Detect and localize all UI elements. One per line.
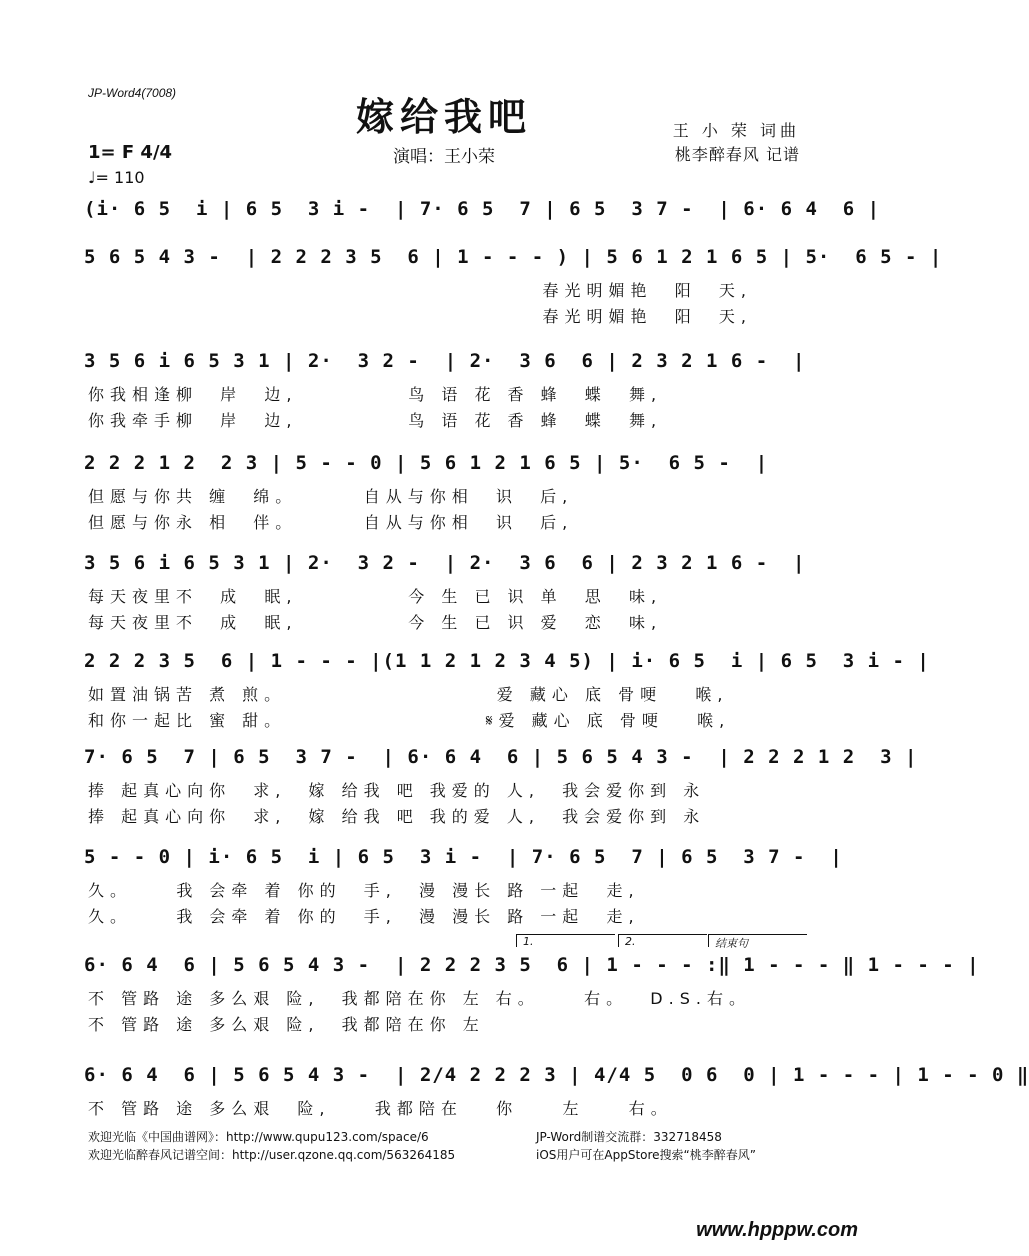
version-label: JP-Word4(7008) (88, 86, 177, 100)
notation-line: 2 2 2 1 2 2 3 | 5 - - 0 | 5 6 1 2 1 6 5 | 5· 6 5 - | (84, 452, 769, 474)
notation-line: 3 5 6 i 6 5 3 1 | 2· 3 2 - | 2· 3 6 6 | 2 3 2 1 6 - | (84, 350, 806, 372)
lyric-line: 久。 我 会牵 着 你的 手, 漫 漫长 路 一起 走, (88, 907, 640, 926)
lyric-line: 和你一起比 蜜 甜。 𝄋爱 藏心 底 骨哽 喉, (88, 711, 731, 730)
site-watermark: www.hpppw.com (696, 1219, 858, 1241)
footer-ios: iOS用户可在AppStore搜索“桃李醉春风” (536, 1148, 756, 1162)
footer-group: JP-Word制谱交流群：332718458 (536, 1130, 722, 1144)
lyric-line: 你我相逢柳 岸 边, 鸟 语 花 香 蜂 蝶 舞, (88, 385, 663, 404)
notation-line: 6· 6 4 6 | 5 6 5 4 3 - | 2 2 2 3 5 6 | 1 - - - :‖ 1 - - - ‖ 1 - - - | (84, 954, 980, 976)
lyric-line: 不 管路 途 多么艰 险, 我都陪在你 左 (88, 1015, 485, 1034)
notation-line: 2 2 2 3 5 6 | 1 - - - |(1 1 2 1 2 3 4 5) | i· 6 5 i | 6 5 3 i - | (84, 650, 930, 672)
lyric-line: 捧 起真心向你 求, 嫁 给我 吧 我的爱 人, 我会爱你到 永 (88, 807, 706, 826)
lyric-line: 每天夜里不 成 眠, 今 生 已 识 爱 恋 味, (88, 613, 663, 632)
notation-line: 6· 6 4 6 | 5 6 5 4 3 - | 2/4 2 2 2 3 | 4/4 5 0 6 0 | 1 - - - | 1 - - 0 ‖ (84, 1064, 1029, 1086)
volta-2: 2. (618, 934, 707, 947)
notation-line: (i· 6 5 i | 6 5 3 i - | 7· 6 5 7 | 6 5 3 7 - | 6· 6 4 6 | (84, 198, 881, 220)
lyric-line: 不 管路 途 多么艰 险, 我都陪在你 左 右。 右。 D.S.右。 (88, 989, 751, 1008)
notation-line: 5 - - 0 | i· 6 5 i | 6 5 3 i - | 7· 6 5 7 | 6 5 3 7 - | (84, 846, 843, 868)
lyric-line: 每天夜里不 成 眠, 今 生 已 识 单 思 味, (88, 587, 663, 606)
notation-line: 7· 6 5 7 | 6 5 3 7 - | 6· 6 4 6 | 5 6 5 4 3 - | 2 2 2 1 2 3 | (84, 746, 918, 768)
lyric-line: 春光明媚艳 阳 天, (88, 281, 752, 300)
recorder-label: 桃李醉春风 记谱 (674, 145, 800, 164)
volta-1: 1. (516, 934, 615, 947)
singer-label: 演唱：王小荣 (393, 147, 495, 167)
lyric-line: 如置油锅苦 煮 煎。 爱 藏心 底 骨哽 喉, (88, 685, 729, 704)
notation-line: 5 6 5 4 3 - | 2 2 2 3 5 6 | 1 - - - ) | 5 6 1 2 1 6 5 | 5· 6 5 - | (84, 246, 943, 268)
lyric-line: 你我牵手柳 岸 边, 鸟 语 花 香 蜂 蝶 舞, (88, 411, 663, 430)
lyric-line: 捧 起真心向你 求, 嫁 给我 吧 我爱的 人, 我会爱你到 永 (88, 781, 706, 800)
song-title: 嫁给我吧 (355, 94, 532, 139)
lyric-line: 不 管路 途 多么艰 险, 我都陪在 你 左 右。 (88, 1099, 673, 1118)
lyric-line: 春光明媚艳 阳 天, (88, 307, 752, 326)
key-signature: 1= F 4/4 (88, 142, 173, 163)
notation-line: 3 5 6 i 6 5 3 1 | 2· 3 2 - | 2· 3 6 6 | 2 3 2 1 6 - | (84, 552, 806, 574)
lyric-line: 久。 我 会牵 着 你的 手, 漫 漫长 路 一起 走, (88, 881, 640, 900)
lyric-line: 但愿与你共 缠 绵。 自从与你相 识 后, (88, 487, 574, 506)
footer-link-1: 欢迎光临《中国曲谱网》：http://www.qupu123.com/space/6 (88, 1130, 429, 1144)
tempo-marking: ♩= 110 (88, 168, 145, 187)
composer-label: 王 小 荣 词曲 (672, 121, 800, 140)
footer-link-2: 欢迎光临醉春风记谱空间：http://user.qzone.qq.com/563264185 (88, 1148, 456, 1162)
lyric-line: 但愿与你永 相 伴。 自从与你相 识 后, (88, 513, 574, 532)
volta-ending: 结束句 (708, 934, 807, 947)
